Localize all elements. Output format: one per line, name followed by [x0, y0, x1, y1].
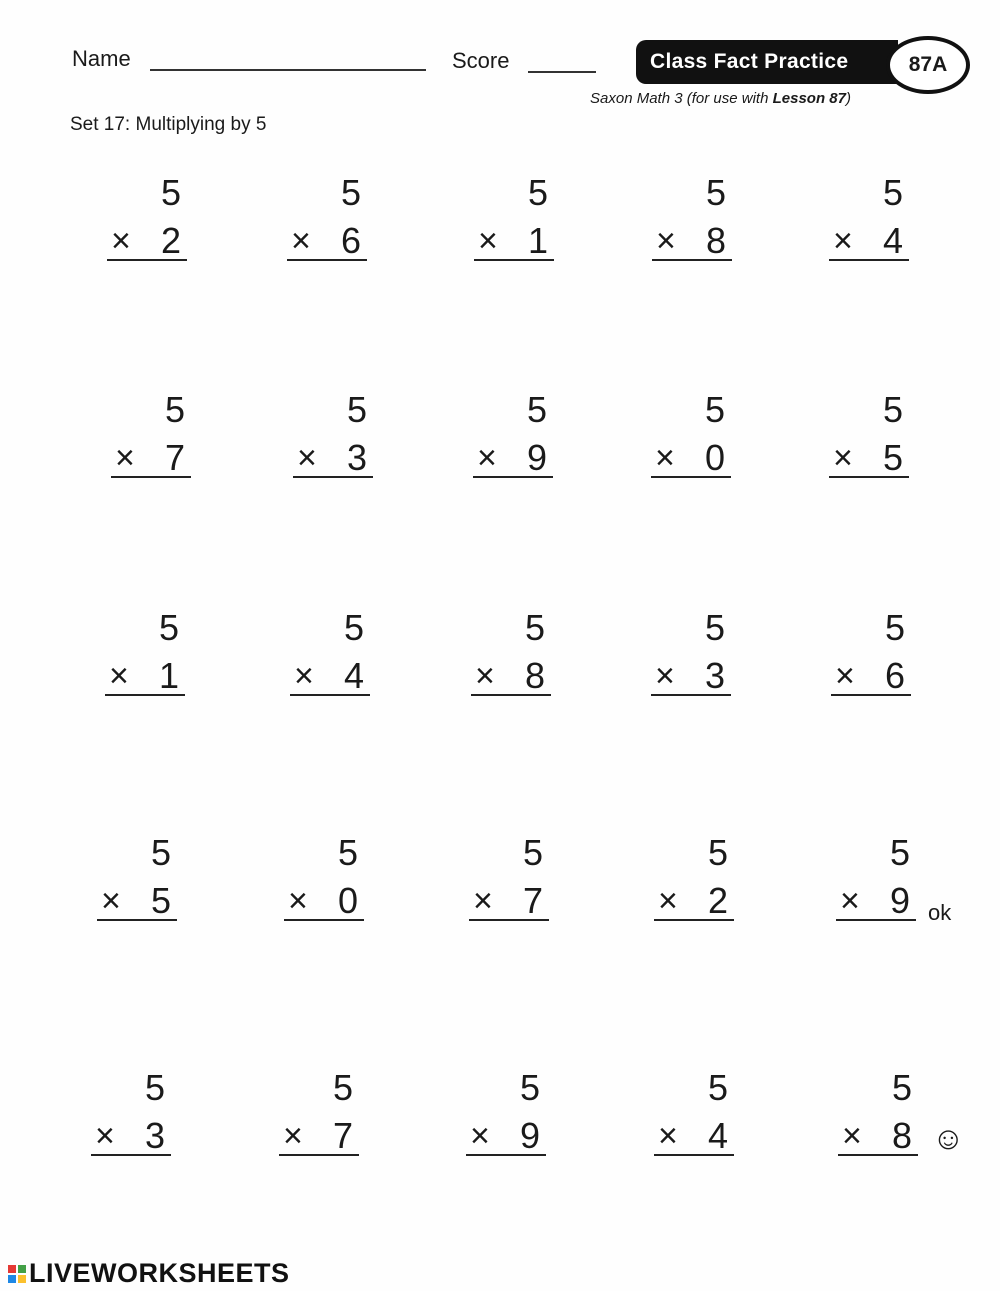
multiplier: 2: [707, 880, 728, 921]
liveworksheets-logo: [8, 1258, 290, 1289]
times-sign: ×: [658, 1117, 678, 1155]
times-sign: ×: [835, 657, 855, 695]
times-sign: ×: [473, 882, 493, 920]
problem: [654, 832, 734, 921]
problem: [652, 172, 732, 261]
times-sign: ×: [840, 882, 860, 920]
times-sign: ×: [655, 439, 675, 477]
multiplicand: 5: [340, 172, 361, 213]
multiplicand: 5: [704, 389, 725, 430]
problem: [290, 607, 370, 696]
multiplicand: 5: [527, 172, 548, 213]
multiplicand: 5: [160, 172, 181, 213]
multiplier: 6: [884, 655, 905, 696]
problem: [831, 607, 911, 696]
multiplier-row: [836, 880, 916, 921]
problem: [651, 389, 731, 478]
logo-square-icon: [8, 1265, 16, 1273]
score-label: Score: [452, 48, 510, 73]
multiplier: 4: [882, 220, 903, 261]
problem: [91, 1067, 171, 1156]
times-sign: ×: [283, 1117, 303, 1155]
multiplicand: 5: [332, 1067, 353, 1108]
multiplier: 9: [526, 437, 547, 478]
multiplicand: 5: [144, 1067, 165, 1108]
multiplier-row: [829, 437, 909, 478]
multiplicand: 5: [891, 1067, 912, 1108]
multiplicand: 5: [705, 172, 726, 213]
multiplier-row: [652, 220, 732, 261]
problem: [651, 607, 731, 696]
name-field[interactable]: [150, 69, 426, 71]
times-sign: ×: [109, 657, 129, 695]
multiplier-row: [829, 220, 909, 261]
multiplicand: 5: [704, 607, 725, 648]
multiplier-row: [651, 655, 731, 696]
multiplicand: 5: [150, 832, 171, 873]
multiplier: 4: [343, 655, 364, 696]
multiplier: 7: [332, 1115, 353, 1156]
multiplier-row: [290, 655, 370, 696]
problem: [829, 172, 909, 261]
multiplier: 0: [704, 437, 725, 478]
multiplicand: 5: [343, 607, 364, 648]
multiplier-row: [831, 655, 911, 696]
problem: [97, 832, 177, 921]
multiplier-row: [91, 1115, 171, 1156]
multiplicand: 5: [884, 607, 905, 648]
problem: [654, 1067, 734, 1156]
multiplicand: 5: [707, 1067, 728, 1108]
logo-text: LIVEWORKSHEETS: [29, 1258, 290, 1288]
multiplier-row: [474, 220, 554, 261]
problem: [471, 607, 551, 696]
multiplier: 8: [524, 655, 545, 696]
multiplicand: 5: [882, 172, 903, 213]
multiplier-row: [284, 880, 364, 921]
times-sign: ×: [288, 882, 308, 920]
multiplier-row: [287, 220, 367, 261]
multiplier: 7: [164, 437, 185, 478]
times-sign: ×: [115, 439, 135, 477]
logo-square-icon: [18, 1265, 26, 1273]
problem: [293, 389, 373, 478]
problem: [836, 832, 916, 921]
subtitle-prefix: Saxon Math 3 (for use with: [590, 90, 773, 107]
multiplicand: 5: [526, 389, 547, 430]
multiplier-row: [293, 437, 373, 478]
subtitle: [590, 90, 851, 107]
logo-square-icon: [18, 1275, 26, 1283]
times-sign: ×: [655, 657, 675, 695]
banner-title: Class Fact Practice: [650, 50, 849, 73]
problem: [466, 1067, 546, 1156]
times-sign: ×: [475, 657, 495, 695]
multiplier: 9: [519, 1115, 540, 1156]
class-fact-practice-banner: [636, 40, 898, 84]
logo-square-icon: [8, 1275, 16, 1283]
multiplier: 3: [144, 1115, 165, 1156]
multiplier: 5: [882, 437, 903, 478]
multiplier: 8: [891, 1115, 912, 1156]
multiplier-row: [469, 880, 549, 921]
multiplier: 3: [704, 655, 725, 696]
times-sign: ×: [101, 882, 121, 920]
subtitle-lesson: Lesson 87: [772, 90, 846, 107]
multiplier: 0: [337, 880, 358, 921]
lesson-badge-text: 87A: [908, 53, 948, 76]
times-sign: ×: [111, 222, 131, 260]
logo-squares-icon: [8, 1265, 26, 1283]
times-sign: ×: [656, 222, 676, 260]
problem: [111, 389, 191, 478]
multiplier-row: [838, 1115, 918, 1156]
problem: [105, 607, 185, 696]
multiplicand: 5: [882, 389, 903, 430]
set-title: Set 17: Multiplying by 5: [70, 114, 267, 135]
multiplier: 3: [346, 437, 367, 478]
problem: [838, 1067, 918, 1156]
multiplier-row: [471, 655, 551, 696]
times-sign: ×: [477, 439, 497, 477]
problem: [473, 389, 553, 478]
multiplicand: 5: [158, 607, 179, 648]
multiplier-row: [279, 1115, 359, 1156]
multiplicand: 5: [707, 832, 728, 873]
multiplier-row: [473, 437, 553, 478]
problem: [284, 832, 364, 921]
problem: [469, 832, 549, 921]
times-sign: ×: [842, 1117, 862, 1155]
problem: [107, 172, 187, 261]
multiplicand: 5: [164, 389, 185, 430]
problem: [474, 172, 554, 261]
score-field[interactable]: [528, 71, 596, 73]
multiplier-row: [651, 437, 731, 478]
times-sign: ×: [833, 222, 853, 260]
multiplier: 1: [158, 655, 179, 696]
times-sign: ×: [294, 657, 314, 695]
problem: [287, 172, 367, 261]
multiplier-row: [97, 880, 177, 921]
times-sign: ×: [470, 1117, 490, 1155]
multiplier-row: [654, 880, 734, 921]
problem: [829, 389, 909, 478]
subtitle-suffix: ): [845, 90, 851, 107]
multiplier: 4: [707, 1115, 728, 1156]
multiplier-row: [466, 1115, 546, 1156]
name-label: Name: [72, 46, 131, 71]
multiplier: 9: [889, 880, 910, 921]
multiplier-row: [105, 655, 185, 696]
times-sign: ×: [478, 222, 498, 260]
multiplier-row: [111, 437, 191, 478]
multiplier: 7: [522, 880, 543, 921]
smiley-icon: ☺: [932, 1120, 965, 1156]
multiplicand: 5: [519, 1067, 540, 1108]
multiplicand: 5: [337, 832, 358, 873]
multiplier-row: [654, 1115, 734, 1156]
multiplicand: 5: [522, 832, 543, 873]
multiplicand: 5: [346, 389, 367, 430]
times-sign: ×: [291, 222, 311, 260]
multiplicand: 5: [889, 832, 910, 873]
multiplier: 2: [160, 220, 181, 261]
multiplier-row: [107, 220, 187, 261]
times-sign: ×: [95, 1117, 115, 1155]
problem: [279, 1067, 359, 1156]
multiplier: 8: [705, 220, 726, 261]
multiplicand: 5: [524, 607, 545, 648]
times-sign: ×: [658, 882, 678, 920]
times-sign: ×: [833, 439, 853, 477]
ok-note: ok: [928, 900, 952, 925]
multiplier: 6: [340, 220, 361, 261]
lesson-badge: [886, 36, 970, 94]
multiplier: 1: [527, 220, 548, 261]
multiplier: 5: [150, 880, 171, 921]
times-sign: ×: [297, 439, 317, 477]
